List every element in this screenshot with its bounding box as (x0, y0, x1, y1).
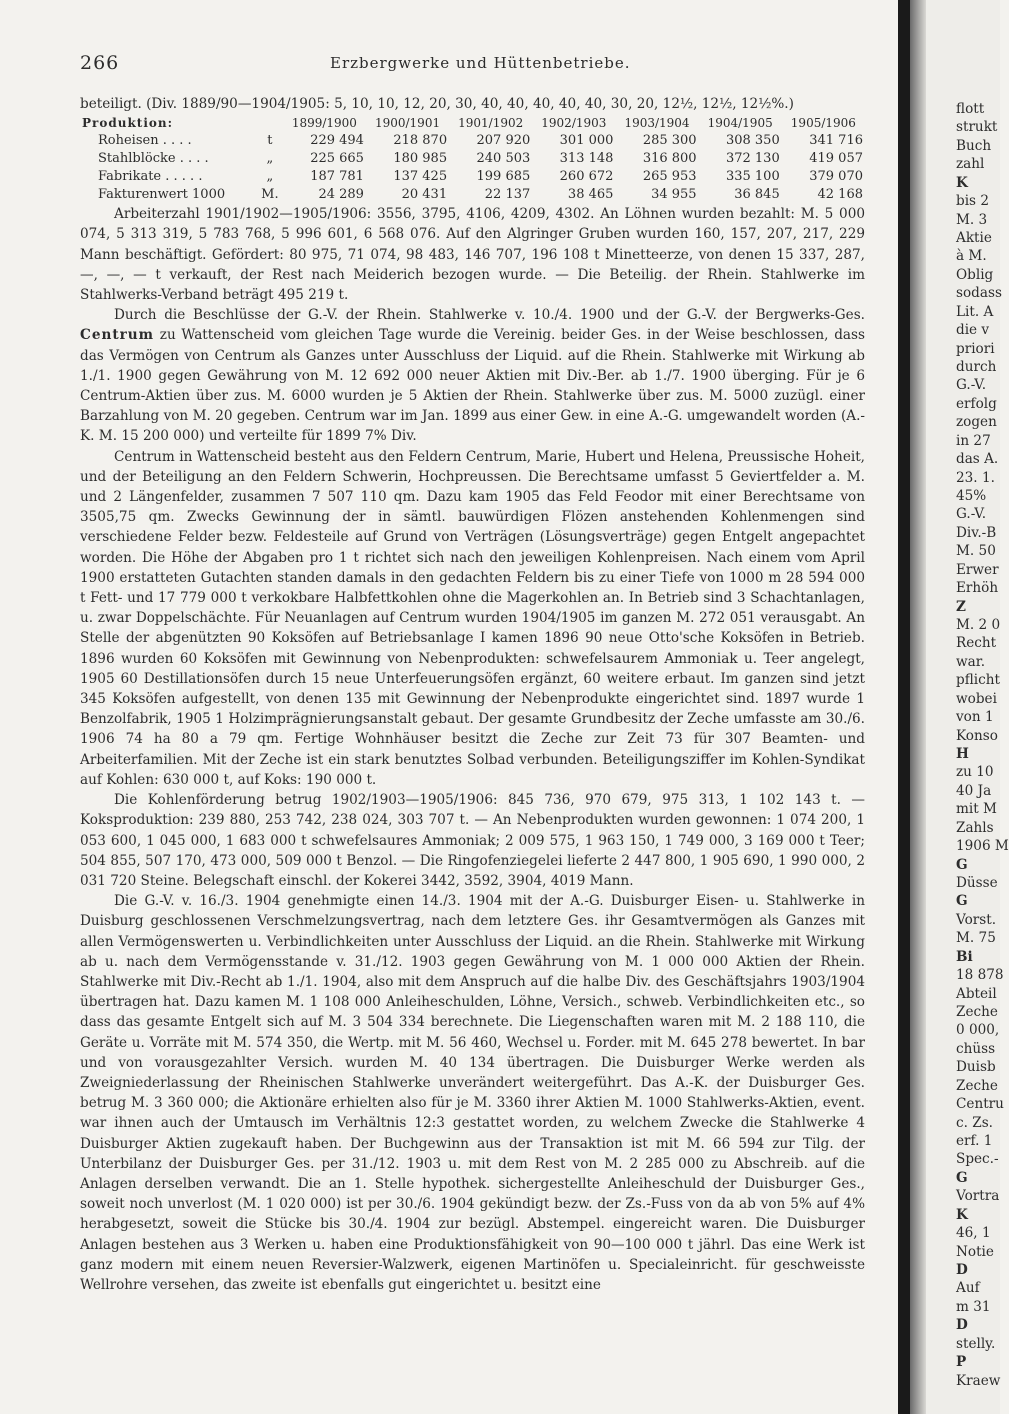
table-cell: 180 985 (393, 151, 448, 167)
table-cell: 218 870 (393, 133, 448, 149)
adjacent-page-line: 46, 1 (956, 1225, 991, 1242)
adjacent-page-line: D (956, 1262, 968, 1278)
table-cell: 335 100 (725, 169, 780, 185)
adjacent-page-line: 18 878 (956, 967, 1004, 984)
adjacent-page-line: Oblig (956, 266, 994, 283)
produktion-table (80, 114, 865, 204)
row-unit: t (267, 133, 273, 149)
table-cell: 24 289 (318, 187, 364, 203)
adjacent-page-line: Düsse (956, 875, 998, 891)
adjacent-page-line: 1906 M (956, 838, 1009, 855)
table-cell: 229 494 (310, 133, 364, 149)
year-header: 1902/1903 (541, 116, 607, 131)
gutter-shadow (910, 0, 926, 1414)
adjacent-page-line: chüss (956, 1040, 996, 1057)
centrum-text-post: zu Wattenscheid vom gleichen Tage wurde die Vereinig. beider Ges. in der Weise beschlossen, dass das Vermögen von Centrum als Ganzes unter Ausschluss der Liquid. auf die Rhein. Stahlwerke mit Wirkung ab 1./1. 1900 gegen Gewährung von M. 12 692 000 neuer Aktien mit Div.-Ber. ab 1./7. 1900 überging. Für je 6 Centrum-Aktien über zus. M. 6000 wurden je 5 Aktien der Rhein. Stahlwerke über zus. M. 5000 zuzügl. einer Barzahlung von M. 20 gegeben. Centrum war im Jan. 1899 aus einer Gew. in eine A.-G. umgewandelt worden (A.-K. M. 15 200 000) und verteilte für 1899 7% Div. (80, 327, 865, 445)
page-gutter (898, 0, 910, 1414)
table-cell: 372 130 (725, 151, 780, 167)
adjacent-page-line: erf. 1 (956, 1133, 993, 1149)
row-unit: „ (266, 151, 274, 167)
adjacent-page-line: K (956, 174, 968, 191)
adjacent-page-line: Aktie (956, 230, 992, 246)
adjacent-page-line: wobei (956, 690, 997, 707)
adjacent-page-line: Auf (956, 1280, 980, 1297)
table-row (80, 186, 865, 204)
table-cell: 34 955 (651, 187, 697, 203)
adjacent-page-line: Vortra (956, 1188, 1000, 1205)
adjacent-page-line: Z (956, 598, 966, 615)
adjacent-page-line: erfolg (956, 395, 997, 412)
adjacent-page-line: Zeche (956, 1004, 998, 1020)
table-cell: 260 672 (559, 169, 614, 185)
table-cell: 199 685 (476, 169, 531, 185)
produktion-section (80, 114, 865, 204)
produktion-label: Produktion: (82, 116, 174, 131)
adjacent-page-line: 40 Ja (956, 782, 992, 799)
table-cell: 207 920 (476, 133, 531, 149)
row-label: Fabrikate . . . . . (98, 169, 203, 185)
year-header: 1899/1900 (291, 116, 357, 131)
adjacent-page-line: zogen (956, 414, 997, 431)
table-cell: 285 300 (642, 133, 697, 149)
adjacent-page-line: M. 50 (956, 543, 996, 560)
table-row (80, 150, 865, 168)
adjacent-page-line: G (956, 893, 968, 910)
table-cell: 308 350 (725, 133, 780, 149)
centrum-paragraph (80, 305, 865, 446)
unit-header (257, 114, 283, 132)
adjacent-page-line: K (956, 1206, 968, 1223)
table-cell: 240 503 (476, 151, 531, 167)
adjacent-page-line: G.-V. (956, 506, 987, 523)
row-label: Roheisen . . . . (98, 133, 192, 149)
adjacent-page-line: Erwer (956, 561, 999, 578)
duisburg-merger-paragraph: Die G.-V. v. 16./3. 1904 genehmigte einen 14./3. 1904 mit der A.-G. Duisburger Eisen- u. Stahlwerke in Duisburg geschlossenen Verschmelzungsvertrag, nach dem letztere Ges. ihr Gesamtvermögen als Ganzes mit allen Vermögenswerten u. Verbindlichkeiten unter Ausschluss der Liquid. an die Rhein. Stahlwerke mit Wirkung ab u. nach dem Vermögensstande v. 31./12. 1903 gegen Gewährung von M. 1 000 000 Aktien der Rhein. Stahlwerke mit Div.-Recht ab 1./1. 1904, also mit dem Anspruch auf die halbe Div. des Geschäftsjahrs 1903/1904 übertragen hat. Dazu kamen M. 1 108 000 Anleiheschulden, Löhne, Versich., schweb. Verbindlichkeiten etc., so dass das gesamte Entgelt sich auf M. 3 504 334 berechnete. Die Liegenschaften waren mit M. 2 188 110, die Geräte u. Vorräte mit M. 574 350, die Wertp. mit M. 56 460, Wechsel u. Forder. mit M. 645 278 bewertet. In bar und von vorausgezahlter Versich. wurden M. 40 134 übertragen. Die Duisburger Werke werden als Zweigniederlassung der Rheinischen Stahlwerke unverändert weitergeführt. Das A.-K. der Duisburger Ges. betrug M. 3 360 000; die Aktionäre erhielten also für je M. 3360 ihrer Aktien M. 1000 Stahlwerks-Aktien, event. war ihnen auch der Umtausch im Verhältnis 12:3 gestattet worden, zu welchem Zwecke die Stahlwerke 4 Duisburger Aktien zugekauft haben. Der Buchgewinn aus der Transaktion ist mit M. 66 594 zur Tilg. der Unterbilanz der Duisburger Ges. per 31./12. 1903 u. mit dem Rest von M. 2 285 000 zu Abschreib. auf die Anlagen derselben verwandt. Die an 1. Stelle hypothek. sichergestellte Anleiheschuld der Duisburger Ges., soweit noch unverlost (M. 1 020 000) ist per 30./6. 1904 gekündigt bezw. der Zs.-Fuss von da ab von 5% auf 4% herabgesetzt, soweit die Stücke bis 30./4. 1904 zur bezügl. Abstempel. eingereicht waren. Die Duisburger Anlagen bestehen aus 3 Werken u. haben eine Produktionsfähigkeit von 90—100 000 t jährl. Das eine Werk ist ganz modern mit einem neuen Reversier-Walzwerk, eigenen Martinöfen u. Specialeinricht. für geschweisste Wellrohre versehen, das zweite ist ebenfalls gut eingerichtet u. besitzt eine (80, 893, 865, 1293)
row-unit: M. (261, 187, 279, 203)
produktion-header-row (80, 114, 865, 132)
adjacent-page-line: stelly. (956, 1335, 996, 1352)
table-cell: 36 845 (734, 187, 780, 203)
table-cell: 20 431 (401, 187, 448, 203)
adjacent-page-line: Bi (956, 948, 973, 965)
table-cell: 137 425 (393, 169, 448, 185)
adjacent-page-line: strukt (956, 119, 998, 136)
arbeiterzahl-paragraph: Arbeiterzahl 1901/1902—1905/1906: 3556, 3795, 4106, 4209, 4302. An Löhnen wurden bezahlt: M. 5 000 074, 5 313 319, 5 783 768, 5 996 601, 6 568 076. Auf den Algringer Gruben wurden 160, 157, 207, 217, 229 Mann beschäftigt. Gefördert: 80 975, 71 074, 98 483, 146 707, 196 108 t Minetteerze, von denen 15 337, 287, —, —, — t verkauft, der Rest nach Meiderich bezogen wurde. — Die Beteilig. der Rhein. Stahlwerke im Stahlwerks-Verband beträgt 495 219 t. (80, 206, 865, 304)
adjacent-page-line: G (956, 1169, 968, 1186)
table-cell: 379 070 (809, 169, 863, 185)
table-cell: 301 000 (559, 133, 614, 149)
adjacent-page-line: G (956, 856, 968, 873)
adjacent-page-line: G.-V. (956, 377, 987, 394)
adjacent-page-column (926, 0, 1009, 1414)
year-header: 1904/1905 (707, 116, 773, 131)
adjacent-page-line: von 1 (956, 709, 994, 726)
adjacent-page-line: M. 75 (956, 930, 996, 947)
adjacent-page-line: à M. (956, 248, 987, 265)
table-cell: 225 665 (310, 151, 364, 167)
adjacent-page-line: m 31 (956, 1298, 991, 1315)
adjacent-page-line: flott (956, 101, 985, 117)
adjacent-page-line: in 27 (956, 432, 991, 449)
table-cell: 341 716 (809, 133, 863, 149)
year-header: 1901/1902 (458, 116, 524, 131)
adjacent-page-line: P (956, 1354, 967, 1371)
table-cell: 38 465 (567, 187, 614, 203)
page-header (80, 52, 870, 76)
table-cell: 265 953 (642, 169, 697, 185)
table-cell: 419 057 (809, 151, 863, 167)
adjacent-page-line: Spec.- (956, 1151, 999, 1168)
adjacent-page-line: 23. 1. (956, 469, 995, 486)
adjacent-page-line: zahl (956, 156, 985, 173)
adjacent-page-line: Abteil (956, 985, 997, 1002)
beteiligt-line: beteiligt. (Div. 1889/90—1904/1905: 5, 10, 10, 12, 20, 30, 40, 40, 40, 40, 40, 30, 20, 12½, 12½, 12½%.) (80, 96, 794, 112)
adjacent-page-line: c. Zs. (956, 1114, 993, 1131)
adjacent-page-line: Kraew (956, 1372, 1001, 1389)
adjacent-page-line: 0 000, (956, 1022, 1000, 1039)
page-number: 266 (80, 52, 120, 74)
table-cell: 42 168 (817, 187, 863, 203)
adjacent-page-line: Erhöh (956, 580, 999, 597)
adjacent-page-line: priori (956, 340, 995, 357)
adjacent-page-line: Centru (956, 1096, 1004, 1113)
adjacent-page-line: pflicht (956, 672, 1000, 689)
centrum-company-name: Centrum (80, 327, 155, 344)
row-unit: „ (266, 169, 274, 185)
adjacent-page-line: Div.-B (956, 524, 997, 541)
adjacent-page-line: durch (956, 359, 997, 375)
table-cell: 316 800 (642, 151, 697, 167)
table-row (80, 132, 865, 150)
adjacent-page-line: war. (956, 653, 986, 670)
adjacent-page-line: Duisb (956, 1059, 996, 1076)
adjacent-page-line: 45% (956, 488, 987, 504)
kohlenfoerderung-paragraph: Die Kohlenförderung betrug 1902/1903—1905/1906: 845 736, 970 679, 975 313, 1 102 143 t. — Koksproduktion: 239 880, 253 742, 238 024, 303 707 t. — An Nebenprodukten wurden gewonnen: 1 074 200, 1 053 600, 1 045 000, 1 683 000 t schwefelsaures Ammoniak; 2 009 575, 1 963 150, 1 749 000, 3 169 000 t Teer; 504 855, 507 170, 473 000, 509 000 t Benzol. — Die Ringofenziegelei lieferte 2 447 800, 1 905 690, 1 990 000, 2 031 720 Steine. Belegschaft einschl. der Kokerei 3442, 3592, 3904, 4019 Mann. (80, 792, 865, 889)
adjacent-page-line: Vorst. (956, 911, 997, 928)
adjacent-page-line: Zahls (956, 819, 994, 836)
adjacent-page-line: Konso (956, 727, 998, 744)
running-title: Erzbergwerke und Hüttenbetriebe. (330, 54, 631, 72)
table-row (80, 168, 865, 186)
adjacent-page-line: bis 2 (956, 193, 989, 210)
centrum-text-pre: Durch die Beschlüsse der G.-V. der Rhein. Stahlwerke v. 10./4. 1900 und der G.-V. der Bergwerks-Ges. (114, 307, 865, 324)
adjacent-page-line: Zeche (956, 1077, 998, 1094)
adjacent-page-line: die v (956, 322, 990, 339)
adjacent-page-line: das A. (956, 451, 999, 468)
adjacent-page-line: H (956, 746, 969, 762)
row-label: Stahlblöcke . . . . (98, 151, 209, 167)
adjacent-page-line: M. 3 (956, 211, 988, 228)
adjacent-page-line: mit M (956, 801, 997, 818)
table-cell: 313 148 (559, 151, 614, 167)
adjacent-page-line: Buch (956, 137, 992, 154)
adjacent-page-line: zu 10 (956, 764, 994, 781)
adjacent-page-line: sodass (956, 285, 1002, 302)
table-cell: 22 137 (484, 187, 531, 203)
year-header: 1905/1906 (790, 116, 856, 131)
adjacent-page-line: Notie (956, 1243, 994, 1260)
adjacent-page-line: Recht (956, 635, 997, 652)
year-header: 1900/1901 (374, 116, 441, 131)
adjacent-page-line: Lit. A (956, 303, 994, 320)
centrum-description-paragraph: Centrum in Wattenscheid besteht aus den Feldern Centrum, Marie, Hubert und Helena, Preussische Hoheit, und der Beteiligung an den Feldern Schwerin, Hochpreussen. Die Berechtsame umfasst 5 Geviertfelder a. M. und 2 Längenfelder, zusammen 7 507 110 qm. Dazu kam 1905 das Feld Feodor mit einer Berechtsame von 3505,75 qm. Zwecks Gewinnung der in sämtl. bauwürdigen Flözen anstehenden Kohlenmengen sind verschiedene Felder bezw. Feldesteile auf Grund von Verträgen (Lösungsverträge) gegen Entgelt angepachtet worden. Die Höhe der Abgaben pro 1 t richtet sich nach den jeweiligen Kohlenpreisen. Nach einem vom April 1900 erstatteten Gutachten standen damals in den gedachten Feldern bis zu einer Tiefe von 1000 m 28 594 000 t Fett- und 17 779 000 t verkokbare Halbfettkohlen ohne die Magerkohlen an. In Betrieb sind 3 Schachtanlagen, u. zwar Doppelschächte. Für Neuanlagen auf Centrum wurden 1904/1905 im ganzen M. 272 051 verausgabt. An Stelle der abgenützten 90 Koksöfen auf Betriebsanlage I kamen 1896 90 neue Otto'sche Koksöfen in Betrieb. 1896 wurden 60 Koksöfen mit Gewinnung von Nebenprodukten: schwefelsaurem Ammoniak u. Teer angelegt, 1905 60 Destillationsöfen durch 15 neue Unterfeuerungsöfen ergänzt, 60 weitere erbaut. Im ganzen sind jetzt 345 Koksöfen aufgestellt, von denen 135 mit Gewinnung der Nebenprodukte eingerichtet sind. 1897 wurde 1 Benzolfabrik, 1905 1 Holzimprägnierungsanstalt gebaut. Der gesamte Grundbesitz der Zeche umfasste am 30./6. 1906 74 ha 80 a 79 qm. Fertige Wohnhäuser besitzt die Zeche zur Zeit 73 für 307 Beamten- und Arbeiterfamilien. Mit der Zeche ist ein stark benutztes Solbad verbunden. Beteiligungsziffer im Kohlen-Syndikat auf Kohlen: 630 000 t, auf Koks: 190 000 t. (80, 448, 865, 788)
adjacent-page-line: M. 2 0 (956, 617, 1001, 633)
main-text-column (80, 94, 865, 1295)
table-cell: 187 781 (310, 169, 364, 185)
row-label: Fakturenwert 1000 (98, 187, 226, 203)
year-header: 1903/1904 (624, 116, 690, 131)
adjacent-page-line: D (956, 1317, 968, 1334)
